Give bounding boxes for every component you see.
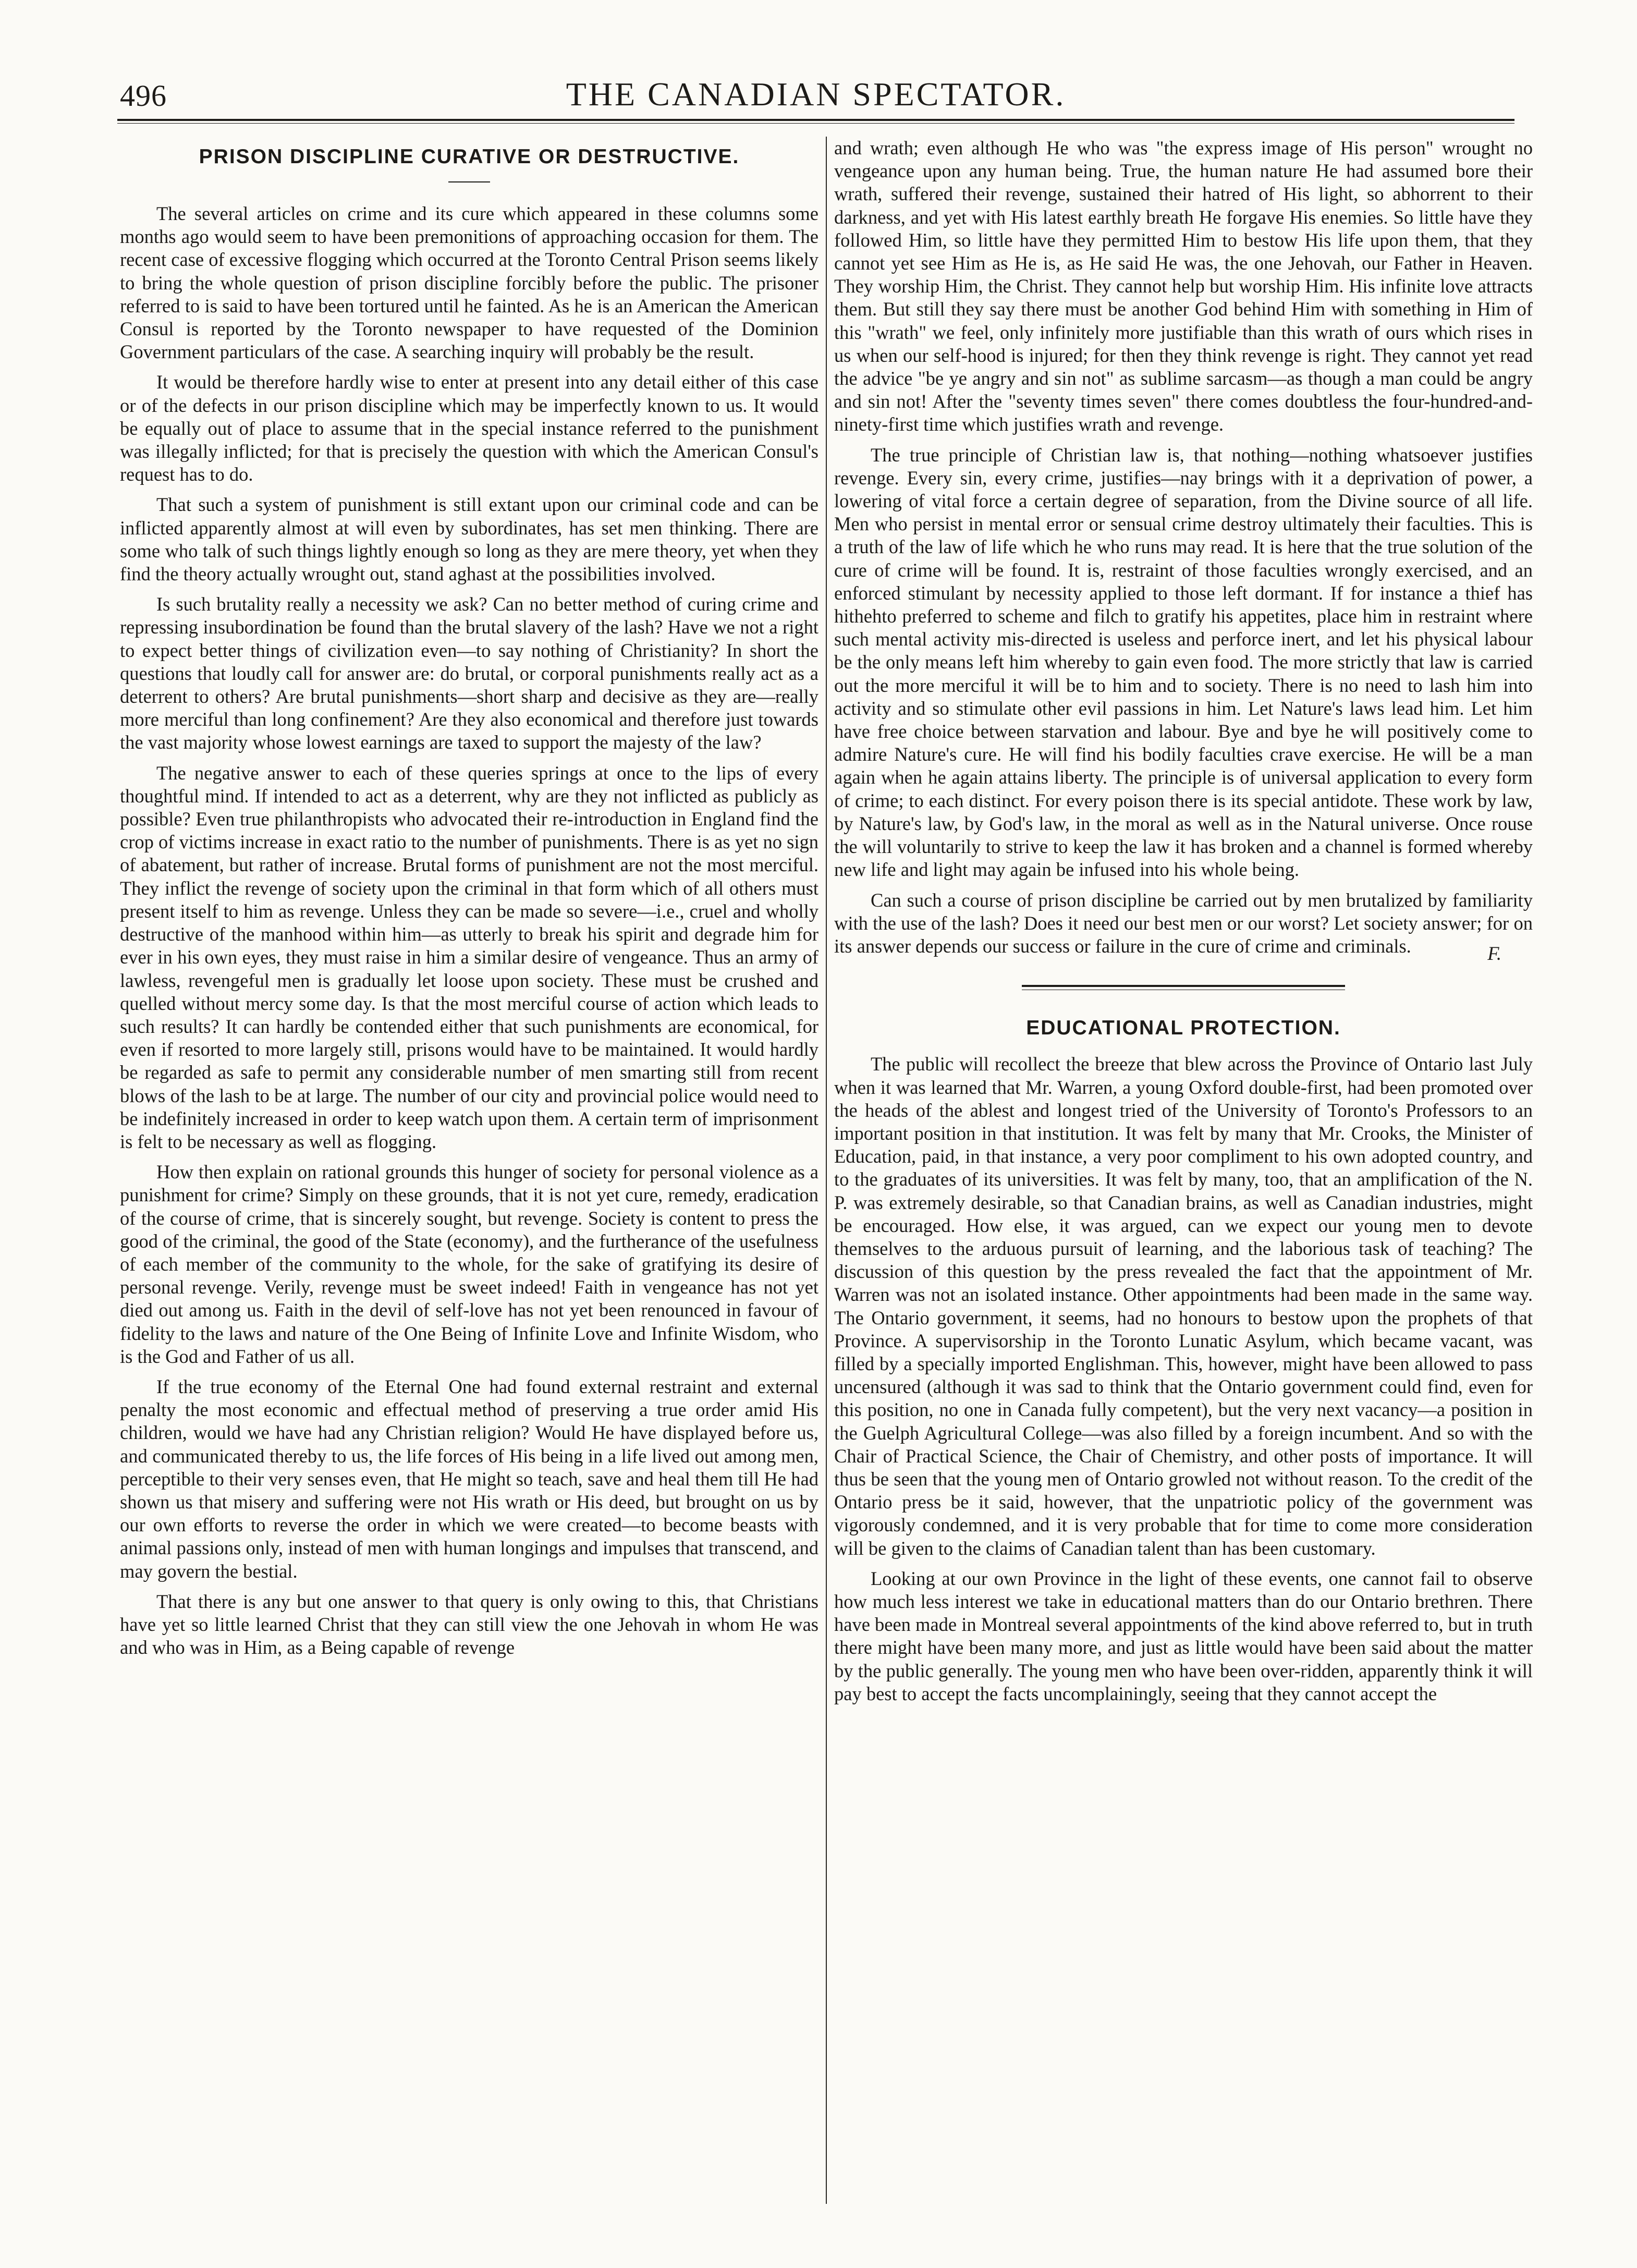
paragraph: The negative answer to each of these queries springs at once to the lips of every thoughtful mind. If intended to act as a deterrent, why are they not inflicted as publicly as possible? Even true philanthropists who advocated their re-introduction in England find the crop of victims increase in exact ratio to the number of punishments. There is as yet no sign of abatement, but rather of increase. Brutal forms of punishment are not the most merciful. They inflict the revenge of society upon the criminal in that form which of all others must present itself to him as revenge. Unless they can be made so severe—i.e., cruel and wholly destructive of the manhood within him—as utterly to break his spirit and degrade him for ever in his own eyes, they must raise in him a similar desire of vengeance. Thus an army of lawless, revengeful men is gradually let loose upon society. These must be crushed and quelled without mercy some day. Is that the most merciful course of action which leads to such results? It can hardly be contended either that such punishments are economical, for even if resorted to more largely still, prisons would have to be maintained. It would hardly be regarded as safe to permit any considerable number of men smarting still from recent blows of the lash to be at large. The number of our city and provincial police would need to be indefinitely increased in order to keep watch upon them. A certain term of imprisonment is felt to be necessary as well as flogging. bbox=[120, 762, 819, 1152]
paragraph: Is such brutality really a necessity we ask? Can no better method of curing crime and repressing insubordination be found than the brutal slavery of the lash? Have we not a right to expect better things of civilization even—to say nothing of Christianity? In short the questions that loudly call for answer are: do brutal, or corporal punishments really act as a deterrent to others? Are brutal punishments—short sharp and decisive as they are—really more merciful than long confinement? Are they also economical and therefore just towards the vast majority whose lowest earnings are taxed to support the majesty of the law? bbox=[120, 593, 819, 753]
paragraph: That there is any but one answer to that query is only owing to this, that Christians have yet so little learned Christ that they can still view the one Jehovah in whom He was and who was in Him, as a Being capable of revenge bbox=[120, 1590, 819, 1659]
left-column bbox=[120, 137, 819, 2204]
paragraph-continued: and wrath; even although He who was "the express image of His person" wrought no vengeance upon any human being. True, the human nature He had assumed bore their wrath, suffered their revenge, sustained their hatred of His light, so abhorrent to their darkness, and yet with His latest earthly breath He forgave His enemies. So little have they followed Him, so little have they permitted Him to bestow His life upon them, that they cannot yet see Him as He is, as He said He was, the one Jehovah, our Father in Heaven. They worship Him, the Christ. They cannot help but worship Him. His infinite love attracts them. But still they say there must be another God behind Him with something in Him of this "wrath" we feel, only infinitely more justifiable than this wrath of ours which rises in us when our self-hood is injured; for then they think revenge is right. They cannot yet read the advice "be ye angry and sin not" as sublime sarcasm—as though a man could be angry and sin not! After the "seventy times seven" there comes doubtless the four-hundred-and-ninety-first time which justifies wrath and revenge. bbox=[834, 137, 1533, 435]
paragraph: How then explain on rational grounds this hunger of society for personal violence as a punishment for crime? Simply on these grounds, that it is not yet cure, remedy, eradication of the course of crime, that is sincerely sought, but revenge. Society is content to press the good of the criminal, the good of the State (economy), and the furtherance of the usefulness of each member of the community to the whole, for the sake of gratifying its desire of personal revenge. Verily, revenge must be sweet indeed! Faith in vengeance has not yet died out among us. Faith in the devil of self-love has not yet been renounced in favour of fidelity to the laws and nature of the One Being of Infinite Love and Infinite Wisdom, who is the God and Father of us all. bbox=[120, 1161, 819, 1367]
column-divider bbox=[826, 137, 827, 2204]
article-title-prison-discipline: PRISON DISCIPLINE CURATIVE OR DESTRUCTIVE. bbox=[199, 145, 740, 168]
page-number: 496 bbox=[120, 79, 167, 113]
header-rule bbox=[117, 119, 1514, 124]
page-header bbox=[120, 78, 1512, 115]
paragraph: The several articles on crime and its cure which appeared in these columns some months ago would seem to have been premonitions of approaching occasion for them. The recent case of excessive flogging which occurred at the Toronto Central Prison seems likely to bring the whole question of prison discipline forcibly before the public. The prisoner referred to is said to have been tortured until he fainted. As he is an American the American Consul is reported by the Toronto newspaper to have requested of the Dominion Government particulars of the case. A searching inquiry will probably be the result. bbox=[120, 203, 819, 363]
paragraph: Can such a course of prison discipline be carried out by men brutalized by familiarity with the use of the lash? Does it need our best men or our worst? Let society answer; for on its answer depends our success or failure in the cure of crime and criminals. bbox=[834, 889, 1533, 957]
paragraph: It would be therefore hardly wise to enter at present into any detail either of this case or of the defects in our prison discipline which may be imperfectly known to us. It would be equally out of place to assume that in the special instance referred to the punishment was illegally inflicted; for that is precisely the question with which the American Consul's request has to do. bbox=[120, 371, 819, 485]
journal-title: THE CANADIAN SPECTATOR. bbox=[566, 76, 1066, 113]
article-title-educational-protection: EDUCATIONAL PROTECTION. bbox=[1026, 1017, 1341, 1040]
paragraph: The public will recollect the breeze that blew across the Province of Ontario last July when it was learned that Mr. Warren, a young Oxford double-first, had been promoted over the heads of the ablest and longest tried of the University of Toronto's Professors to an important position in that institution. It was felt by many that Mr. Crooks, the Minister of Education, paid, in that instance, a very poor compliment to his own adopted country, and to the graduates of its universities. It was felt by many, too, that an amplification of the N. P. was extremely desirable, so that Canadian brains, as well as Canadian industries, might be encouraged. How else, it was argued, can we expect our young men to devote themselves to the arduous pursuit of learning, and the laborious task of teaching? The discussion of this question by the press revealed the fact that the appointment of Mr. Warren was not an isolated instance. Other appointments had been made in the same way. The Ontario government, it seems, had no honours to bestow upon the prophets of that Province. A supervisorship in the Toronto Lunatic Asylum, which became vacant, was filled by a specially imported Englishman. This, however, might have been allowed to pass uncensured (although it was sad to think that the Ontario government could find, even for this position, no one in Canada fully competent), but the very next vacancy—a position in the Guelph Agricultural College—was also filled by a foreign incumbent. And so with the Chair of Practical Science, the Chair of Chemistry, and other posts of importance. It will thus be seen that the young men of Ontario growled not without reason. To the credit of the Ontario press be it said, however, that the unpatriotic policy of the government was vigorously condemned, and it is very probable that for time to come more consideration will be given to the claims of Canadian talent than has been customary. bbox=[834, 1053, 1533, 1559]
section-divider bbox=[1022, 985, 1345, 990]
paragraph: That such a system of punishment is still extant upon our criminal code and can be inflicted apparently almost at will even by subordinates, has set men thinking. There are some who talk of such things lightly enough so long as they are mere theory, yet when they find the theory actually wrought out, stand aghast at the possibilities involved. bbox=[120, 494, 819, 585]
paragraph: If the true economy of the Eternal One had found external restraint and external penalty the most economic and effectual method of preserving a true order amid His children, would we have had any Christian religion? Would He have displayed before us, and communicated thereby to us, the life forces of His being in a life lived out among men, perceptible to their very senses even, that He might so teach, save and heal them till He had shown us that misery and suffering were not His wrath or His deed, but brought on us by our own efforts to reverse the order in which we were created—to become beasts with animal passions only, instead of men with human longings and impulses that transcend, and may govern the bestial. bbox=[120, 1375, 819, 1582]
paragraph: The true principle of Christian law is, that nothing—nothing whatsoever justifies revenge. Every sin, every crime, justifies—nay brings with it a deprivation of power, a lowering of vital force a certain degree of separation, from the Divine source of all life. Men who persist in mental error or sensual crime destroy ultimately their faculties. This is a truth of the law of life which he who runs may read. It is here that the true solution of the cure of crime will be found. It is, restraint of those faculties wrongly exercised, and an enforced stimulant by necessity applied to those left dormant. If for instance a thief has hithehto preferred to scheme and filch to gratify his appetites, place him in restraint where such mental activity mis-directed is useless and perforce inert, and let his physical labour be the only means left him whereby to gain even food. The more strictly that law is carried out the more merciful it will be to him and to society. There is no need to lash him into activity and so stimulate other evil passions in him. Let Nature's laws lead him. Let him have free choice between starvation and labour. Bye and bye he will positively come to admire Nature's cure. He will find his bodily faculties crave exercise. He will be a man again when he again attains liberty. The principle is of universal application to every form of crime; to each distinct. For every poison there is its special antidote. These work by law, by Nature's law, by God's law, in the moral as well as in the Natural universe. Once rouse the will voluntarily to strive to keep the law it has broken and a channel is formed whereby new life and light may again be infused into his whole being. bbox=[834, 444, 1533, 881]
paragraph: Looking at our own Province in the light of these events, one cannot fail to observe how much less interest we take in educational matters than do our Ontario brethren. There have been made in Montreal several appointments of the kind above referred to, but in truth there might have been many more, and just as little would have been said about the matter by the public generally. The young men who have been over-ridden, apparently think it will pay best to accept the facts uncomplainingly, seeing that they cannot accept the bbox=[834, 1567, 1533, 1704]
title-divider bbox=[448, 181, 490, 182]
right-column bbox=[834, 137, 1533, 2204]
author-signature: F. bbox=[1487, 943, 1501, 965]
